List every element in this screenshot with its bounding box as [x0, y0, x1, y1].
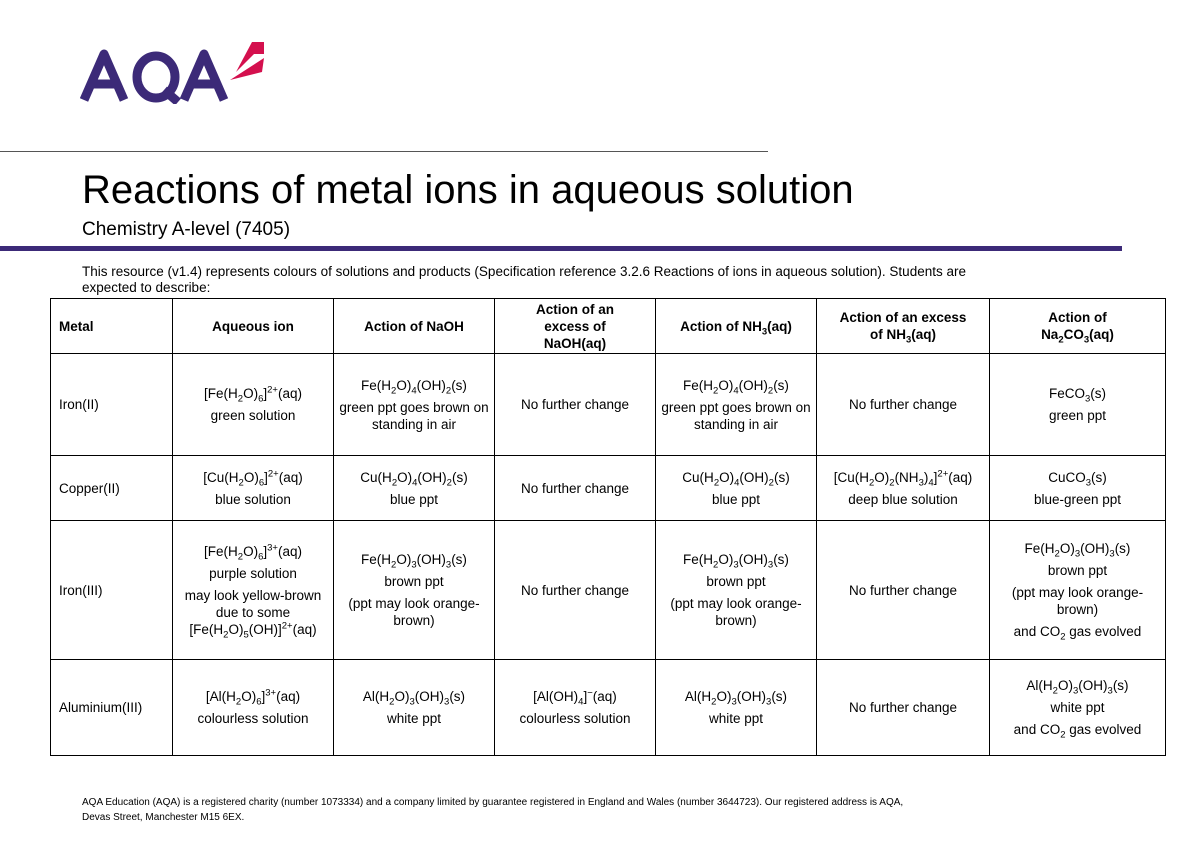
- cell-na2co3: $Al(H_2O)_3(OH)_3(s)$ white ppt and $CO_2$ gas evolved: [990, 660, 1166, 756]
- cell-excess-naoh: No further change: [495, 521, 656, 660]
- cell-nh3: $Cu(H_2O)_4(OH)_2(s)$ blue ppt: [656, 456, 817, 521]
- header-action-nh3: Action of $NH_3(aq)$: [656, 299, 817, 354]
- accent-bar: [0, 246, 1122, 251]
- cell-nh3: $Al(H_2O)_3(OH)_3(s)$ white ppt: [656, 660, 817, 756]
- cell-na2co3: FeCO$_3$(s) green ppt: [990, 354, 1166, 456]
- cell-excess-nh3: No further change: [817, 354, 990, 456]
- header-metal: Metal: [51, 299, 173, 354]
- table-row: [51, 456, 1166, 521]
- header-action-naoh: Action of NaOH: [334, 299, 495, 354]
- header-action-na2co3: Action of $Na_2CO_3(aq)$: [990, 299, 1166, 354]
- cell-naoh: $Fe(H_2O)_4(OH)_2(s)$ green ppt goes brown on standing in air: [334, 354, 495, 456]
- cell-excess-nh3: $[Cu(H_2O)_2(NH_3)_4]^{2+}(aq)$ deep blue solution: [817, 456, 990, 521]
- cell-naoh: $Cu(H_2O)_4(OH)_2(s)$ blue ppt: [334, 456, 495, 521]
- cell-aqueous-ion: $[Fe(H_2O)_6]^{3+}(aq)$ purple solution may look yellow-brown due to some $[Fe(H_2O)_5(OH)]^{2+}(aq)$: [173, 521, 334, 660]
- cell-na2co3: $Fe(H_2O)_3(OH)_3(s)$ brown ppt (ppt may look orange-brown) and $CO_2$ gas evolved: [990, 521, 1166, 660]
- table-row: [51, 354, 1166, 456]
- cell-excess-naoh: No further change: [495, 456, 656, 521]
- footer-legal-text: AQA Education (AQA) is a registered charity (number 1073334) and a company limited by guarantee registered in England and Wales (number 3644723). Our registered address is AQA, Devas Street, Manchester M15 6EX.: [82, 797, 904, 823]
- cell-excess-naoh: $[Al(OH)_4]^-(aq)$ colourless solution: [495, 660, 656, 756]
- cell-excess-nh3: No further change: [817, 660, 990, 756]
- header-action-excess-naoh: Action of an excess of NaOH(aq): [495, 299, 656, 354]
- cell-naoh: $Al(H_2O)_3(OH)_3(s)$ white ppt: [334, 660, 495, 756]
- cell-metal: Copper(II): [51, 456, 173, 521]
- header-aqueous-ion: Aqueous ion: [173, 299, 334, 354]
- cell-aqueous-ion: $[Cu(H_2O)_6]^{2+}(aq)$ blue solution: [173, 456, 334, 521]
- cell-na2co3: CuCO$_3$(s) blue-green ppt: [990, 456, 1166, 521]
- cell-metal: Iron(III): [51, 521, 173, 660]
- cell-aqueous-ion: $[Al(H_2O)_6]^{3+}(aq)$ colourless solution: [173, 660, 334, 756]
- cell-aqueous-ion: $[Fe(H_2O)_6]^{2+}(aq)$ green solution: [173, 354, 334, 456]
- page-subtitle: Chemistry A-level (7405): [82, 219, 291, 240]
- table-header-row: [51, 299, 1166, 354]
- cell-excess-naoh: No further change: [495, 354, 656, 456]
- cell-nh3: $Fe(H_2O)_4(OH)_2(s)$ green ppt goes brown on standing in air: [656, 354, 817, 456]
- cell-naoh: $Fe(H_2O)_3(OH)_3(s)$ brown ppt (ppt may look orange-brown): [334, 521, 495, 660]
- cell-excess-nh3: No further change: [817, 521, 990, 660]
- header-divider: [0, 151, 768, 152]
- header-action-excess-nh3: Action of an excess of $NH_3(aq)$: [817, 299, 990, 354]
- aqa-logo: [80, 40, 270, 104]
- page-title: Reactions of metal ions in aqueous solution: [82, 168, 854, 212]
- table-row: [51, 660, 1166, 756]
- table-row: [51, 521, 1166, 660]
- cell-metal: Aluminium(III): [51, 660, 173, 756]
- reactions-table: [50, 298, 1166, 756]
- intro-text: This resource (v1.4) represents colours of solutions and products (Specification reference 3.2.6 Reactions of ions in aqueous solution). Students are expected to describe:: [82, 264, 966, 295]
- cell-metal: Iron(II): [51, 354, 173, 456]
- cell-nh3: $Fe(H_2O)_3(OH)_3(s)$ brown ppt (ppt may look orange-brown): [656, 521, 817, 660]
